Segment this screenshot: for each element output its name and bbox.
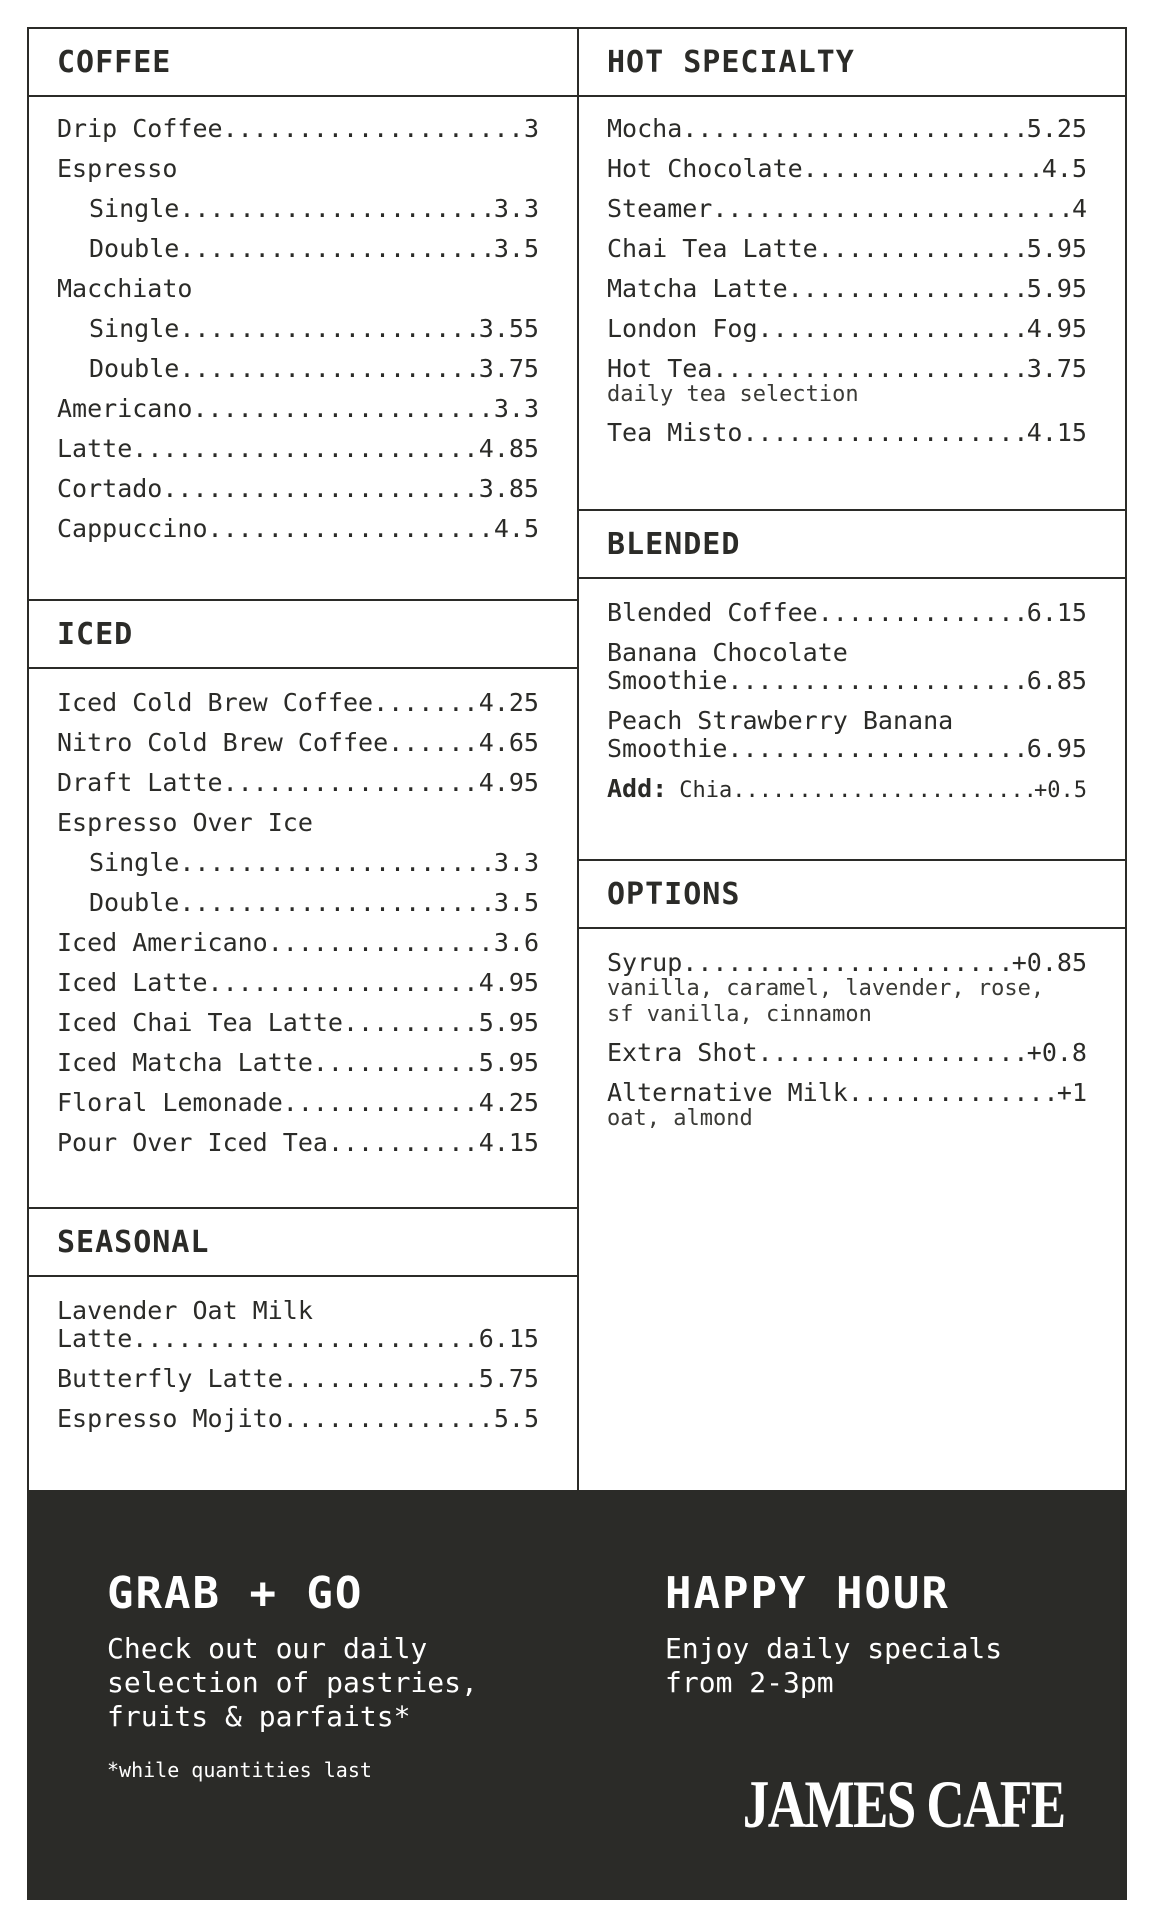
item-price: 3 bbox=[523, 114, 539, 143]
item-price: 6.15 bbox=[478, 1324, 539, 1353]
item-price: 4.85 bbox=[478, 434, 539, 463]
item-name: Hot Chocolate bbox=[607, 154, 803, 183]
item-price: 4 bbox=[1071, 194, 1087, 223]
right-column bbox=[577, 29, 1125, 1491]
item-price: 3.5 bbox=[493, 888, 539, 917]
item-name: Alternative Milk bbox=[607, 1078, 848, 1107]
brand-logo: JAMES CAFE bbox=[743, 1766, 1065, 1842]
item-price: 3.6 bbox=[493, 928, 539, 957]
menu-item-butterfly-latte bbox=[57, 1365, 539, 1393]
item-price: 4.65 bbox=[478, 728, 539, 757]
hot-specialty-section bbox=[579, 29, 1125, 511]
menu-item-pour-over-tea bbox=[57, 1129, 539, 1157]
leader-dots bbox=[343, 1009, 479, 1037]
item-name: Iced Matcha Latte bbox=[57, 1048, 313, 1077]
menu-item-iced-cold-brew bbox=[57, 689, 539, 717]
item-name: Iced Latte bbox=[57, 968, 208, 997]
item-name: Americano bbox=[57, 394, 193, 423]
menu-item-hot-chocolate bbox=[607, 155, 1087, 183]
item-price: 5.95 bbox=[1026, 274, 1087, 303]
item-name: Espresso Mojito bbox=[57, 1404, 283, 1433]
seasonal-section bbox=[29, 1207, 577, 1491]
leader-dots bbox=[682, 115, 1027, 143]
item-price: 3.75 bbox=[1026, 354, 1087, 383]
item-price: 5.5 bbox=[493, 1404, 539, 1433]
leader-dots bbox=[732, 777, 1034, 805]
leader-dots bbox=[223, 769, 479, 797]
item-price: 4.95 bbox=[478, 968, 539, 997]
menu-item-cappuccino bbox=[57, 515, 539, 543]
item-name: Single bbox=[89, 848, 180, 877]
item-note: oat, almond bbox=[607, 1106, 753, 1131]
leader-dots bbox=[179, 889, 494, 917]
item-name: Extra Shot bbox=[607, 1038, 758, 1067]
leader-dots bbox=[179, 195, 494, 223]
item-price: 4.15 bbox=[478, 1128, 539, 1157]
subheading-macchiato: Macchiato bbox=[57, 274, 193, 303]
happy-hour-block bbox=[665, 1568, 1085, 1700]
menu-item-americano bbox=[57, 395, 539, 423]
item-name: Single bbox=[89, 314, 180, 343]
item-price: 5.95 bbox=[1026, 234, 1087, 263]
menu-item-espresso-mojito bbox=[57, 1405, 539, 1433]
blended-header bbox=[579, 511, 1125, 579]
iced-title: ICED bbox=[57, 616, 134, 652]
item-price: 4.25 bbox=[478, 1088, 539, 1117]
item-name-line: Peach Strawberry Banana bbox=[607, 706, 954, 735]
leader-dots bbox=[283, 1089, 479, 1117]
happy-description bbox=[665, 1632, 1085, 1700]
grab-description bbox=[107, 1632, 547, 1734]
subheading-espresso-over-ice: Espresso Over Ice bbox=[57, 808, 313, 837]
item-name: Iced Chai Tea Latte bbox=[57, 1008, 343, 1037]
leader-dots bbox=[313, 1049, 479, 1077]
menu-item-drip-coffee bbox=[57, 115, 539, 143]
left-column bbox=[29, 29, 577, 1491]
item-name: Double bbox=[89, 234, 180, 263]
item-name: Iced Cold Brew Coffee bbox=[57, 688, 374, 717]
item-name-line: Banana Chocolate bbox=[607, 638, 848, 667]
item-price: 3.75 bbox=[478, 354, 539, 383]
coffee-section bbox=[29, 29, 577, 601]
item-name: London Fog bbox=[607, 314, 758, 343]
menu-item-syrup bbox=[607, 949, 1087, 977]
item-name: Cappuccino bbox=[57, 514, 208, 543]
menu-item-over-ice-double bbox=[57, 889, 539, 917]
menu-item-matcha-latte bbox=[607, 275, 1087, 303]
leader-dots bbox=[848, 1079, 1057, 1107]
item-price: 5.95 bbox=[478, 1048, 539, 1077]
item-name: Iced Americano bbox=[57, 928, 268, 957]
item-price: 3.5 bbox=[493, 234, 539, 263]
item-name: Mocha bbox=[607, 114, 683, 143]
item-price: +0.5 bbox=[1034, 778, 1087, 803]
menu-item-add-chia bbox=[607, 775, 1087, 805]
menu-item-floral-lemonade bbox=[57, 1089, 539, 1117]
item-name: Floral Lemonade bbox=[57, 1088, 283, 1117]
leader-dots bbox=[742, 419, 1026, 447]
seasonal-title: SEASONAL bbox=[57, 1224, 210, 1260]
item-note: vanilla, caramel, lavender, rose, bbox=[607, 976, 1045, 1001]
menu-item-peach-smoothie bbox=[607, 735, 1087, 763]
item-note: sf vanilla, cinnamon bbox=[607, 1002, 872, 1027]
item-name: Smoothie bbox=[607, 666, 728, 695]
happy-line: Enjoy daily specials bbox=[665, 1632, 1003, 1665]
item-name: Butterfly Latte bbox=[57, 1364, 283, 1393]
item-name: Latte bbox=[57, 1324, 133, 1353]
item-name: Single bbox=[89, 194, 180, 223]
menu-item-iced-americano bbox=[57, 929, 539, 957]
blended-title: BLENDED bbox=[607, 526, 741, 562]
menu-item-iced-latte bbox=[57, 969, 539, 997]
footer-banner bbox=[27, 1490, 1127, 1900]
item-name-line: Lavender Oat Milk bbox=[57, 1296, 313, 1325]
leader-dots bbox=[758, 315, 1027, 343]
leader-dots bbox=[208, 969, 479, 997]
item-name: Tea Misto bbox=[607, 418, 743, 447]
item-price: 5.75 bbox=[478, 1364, 539, 1393]
item-name: Double bbox=[89, 354, 180, 383]
item-name: Syrup bbox=[607, 948, 683, 977]
menu-item-london-fog bbox=[607, 315, 1087, 343]
item-name: Draft Latte bbox=[57, 768, 223, 797]
iced-section bbox=[29, 599, 577, 1209]
item-price: 4.5 bbox=[1041, 154, 1087, 183]
menu-item-mocha bbox=[607, 115, 1087, 143]
grab-line: Check out our daily bbox=[107, 1632, 428, 1665]
menu-item-draft-latte bbox=[57, 769, 539, 797]
item-price: +0.85 bbox=[1011, 948, 1087, 977]
menu-item-macchiato-double bbox=[57, 355, 539, 383]
item-price: 3.3 bbox=[493, 194, 539, 223]
leader-dots bbox=[268, 929, 494, 957]
grab-line: fruits & parfaits* bbox=[107, 1700, 411, 1733]
hot-specialty-header bbox=[579, 29, 1125, 97]
item-price: +1 bbox=[1056, 1078, 1087, 1107]
menu-item-chai-latte bbox=[607, 235, 1087, 263]
leader-dots bbox=[132, 1325, 479, 1353]
item-name: Blended Coffee bbox=[607, 598, 818, 627]
leader-dots bbox=[803, 155, 1042, 183]
item-name: Nitro Cold Brew Coffee bbox=[57, 728, 389, 757]
item-name: Pour Over Iced Tea bbox=[57, 1128, 328, 1157]
leader-dots bbox=[328, 1129, 479, 1157]
leader-dots bbox=[727, 667, 1026, 695]
item-name: Double bbox=[89, 888, 180, 917]
item-name: Hot Tea bbox=[607, 354, 713, 383]
leader-dots bbox=[283, 1405, 494, 1433]
leader-dots bbox=[712, 195, 1072, 223]
coffee-header bbox=[29, 29, 577, 97]
leader-dots bbox=[283, 1365, 479, 1393]
leader-dots bbox=[818, 599, 1027, 627]
menu-item-alternative-milk bbox=[607, 1079, 1087, 1107]
leader-dots bbox=[223, 115, 524, 143]
leader-dots bbox=[208, 515, 494, 543]
leader-dots bbox=[727, 735, 1026, 763]
options-section bbox=[579, 859, 1125, 1491]
item-name: Chia bbox=[679, 778, 733, 803]
seasonal-header bbox=[29, 1209, 577, 1277]
menu-item-cortado bbox=[57, 475, 539, 503]
grab-footnote: *while quantities last bbox=[107, 1758, 372, 1782]
leader-dots bbox=[179, 849, 494, 877]
item-name: Chai Tea Latte bbox=[607, 234, 818, 263]
menu-item-lavender-latte bbox=[57, 1325, 539, 1353]
grab-title: GRAB + GO bbox=[107, 1568, 364, 1619]
item-price: 6.95 bbox=[1026, 734, 1087, 763]
leader-dots bbox=[179, 315, 478, 343]
menu-item-nitro-cold-brew bbox=[57, 729, 539, 757]
menu-item-banana-smoothie bbox=[607, 667, 1087, 695]
menu-item-latte bbox=[57, 435, 539, 463]
hot-specialty-title: HOT SPECIALTY bbox=[607, 44, 855, 80]
grab-line: selection of pastries, bbox=[107, 1666, 478, 1699]
iced-header bbox=[29, 601, 577, 669]
subheading-espresso: Espresso bbox=[57, 154, 178, 183]
leader-dots bbox=[712, 355, 1026, 383]
menu-item-blended-coffee bbox=[607, 599, 1087, 627]
menu-item-iced-chai bbox=[57, 1009, 539, 1037]
menu-board bbox=[27, 27, 1127, 1491]
leader-dots bbox=[192, 395, 493, 423]
leader-dots bbox=[373, 689, 479, 717]
menu-item-espresso-double bbox=[57, 235, 539, 263]
menu-item-tea-misto bbox=[607, 419, 1087, 447]
leader-dots bbox=[162, 475, 478, 503]
menu-item-espresso-single bbox=[57, 195, 539, 223]
item-price: 5.25 bbox=[1026, 114, 1087, 143]
item-name: Drip Coffee bbox=[57, 114, 223, 143]
leader-dots bbox=[179, 235, 494, 263]
item-price: 3.3 bbox=[493, 394, 539, 423]
add-label: Add: bbox=[607, 774, 668, 803]
item-name: Steamer bbox=[607, 194, 713, 223]
menu-item-hot-tea bbox=[607, 355, 1087, 383]
menu-item-extra-shot bbox=[607, 1039, 1087, 1067]
menu-item-over-ice-single bbox=[57, 849, 539, 877]
item-price: 4.25 bbox=[478, 688, 539, 717]
item-price: 3.55 bbox=[478, 314, 539, 343]
leader-dots bbox=[388, 729, 479, 757]
item-name: Smoothie bbox=[607, 734, 728, 763]
menu-item-steamer bbox=[607, 195, 1087, 223]
item-price: 3.3 bbox=[493, 848, 539, 877]
item-price: 4.15 bbox=[1026, 418, 1087, 447]
item-price: 4.95 bbox=[478, 768, 539, 797]
item-price: 6.85 bbox=[1026, 666, 1087, 695]
leader-dots bbox=[758, 1039, 1027, 1067]
grab-and-go-block bbox=[107, 1568, 547, 1782]
leader-dots bbox=[818, 235, 1027, 263]
happy-title: HAPPY HOUR bbox=[665, 1568, 950, 1619]
leader-dots bbox=[788, 275, 1027, 303]
item-price: 5.95 bbox=[478, 1008, 539, 1037]
item-price: 4.95 bbox=[1026, 314, 1087, 343]
blended-section bbox=[579, 509, 1125, 861]
item-name: Latte bbox=[57, 434, 133, 463]
menu-item-iced-matcha bbox=[57, 1049, 539, 1077]
options-header bbox=[579, 861, 1125, 929]
leader-dots bbox=[682, 949, 1011, 977]
item-note: daily tea selection bbox=[607, 382, 859, 407]
menu-item-macchiato-single bbox=[57, 315, 539, 343]
item-name: Cortado bbox=[57, 474, 163, 503]
item-price: 6.15 bbox=[1026, 598, 1087, 627]
happy-line: from 2-3pm bbox=[665, 1666, 834, 1699]
coffee-title: COFFEE bbox=[57, 44, 172, 80]
leader-dots bbox=[132, 435, 479, 463]
leader-dots bbox=[179, 355, 478, 383]
item-price: 3.85 bbox=[478, 474, 539, 503]
item-price: +0.8 bbox=[1026, 1038, 1087, 1067]
options-title: OPTIONS bbox=[607, 876, 741, 912]
item-name: Matcha Latte bbox=[607, 274, 788, 303]
item-price: 4.5 bbox=[493, 514, 539, 543]
